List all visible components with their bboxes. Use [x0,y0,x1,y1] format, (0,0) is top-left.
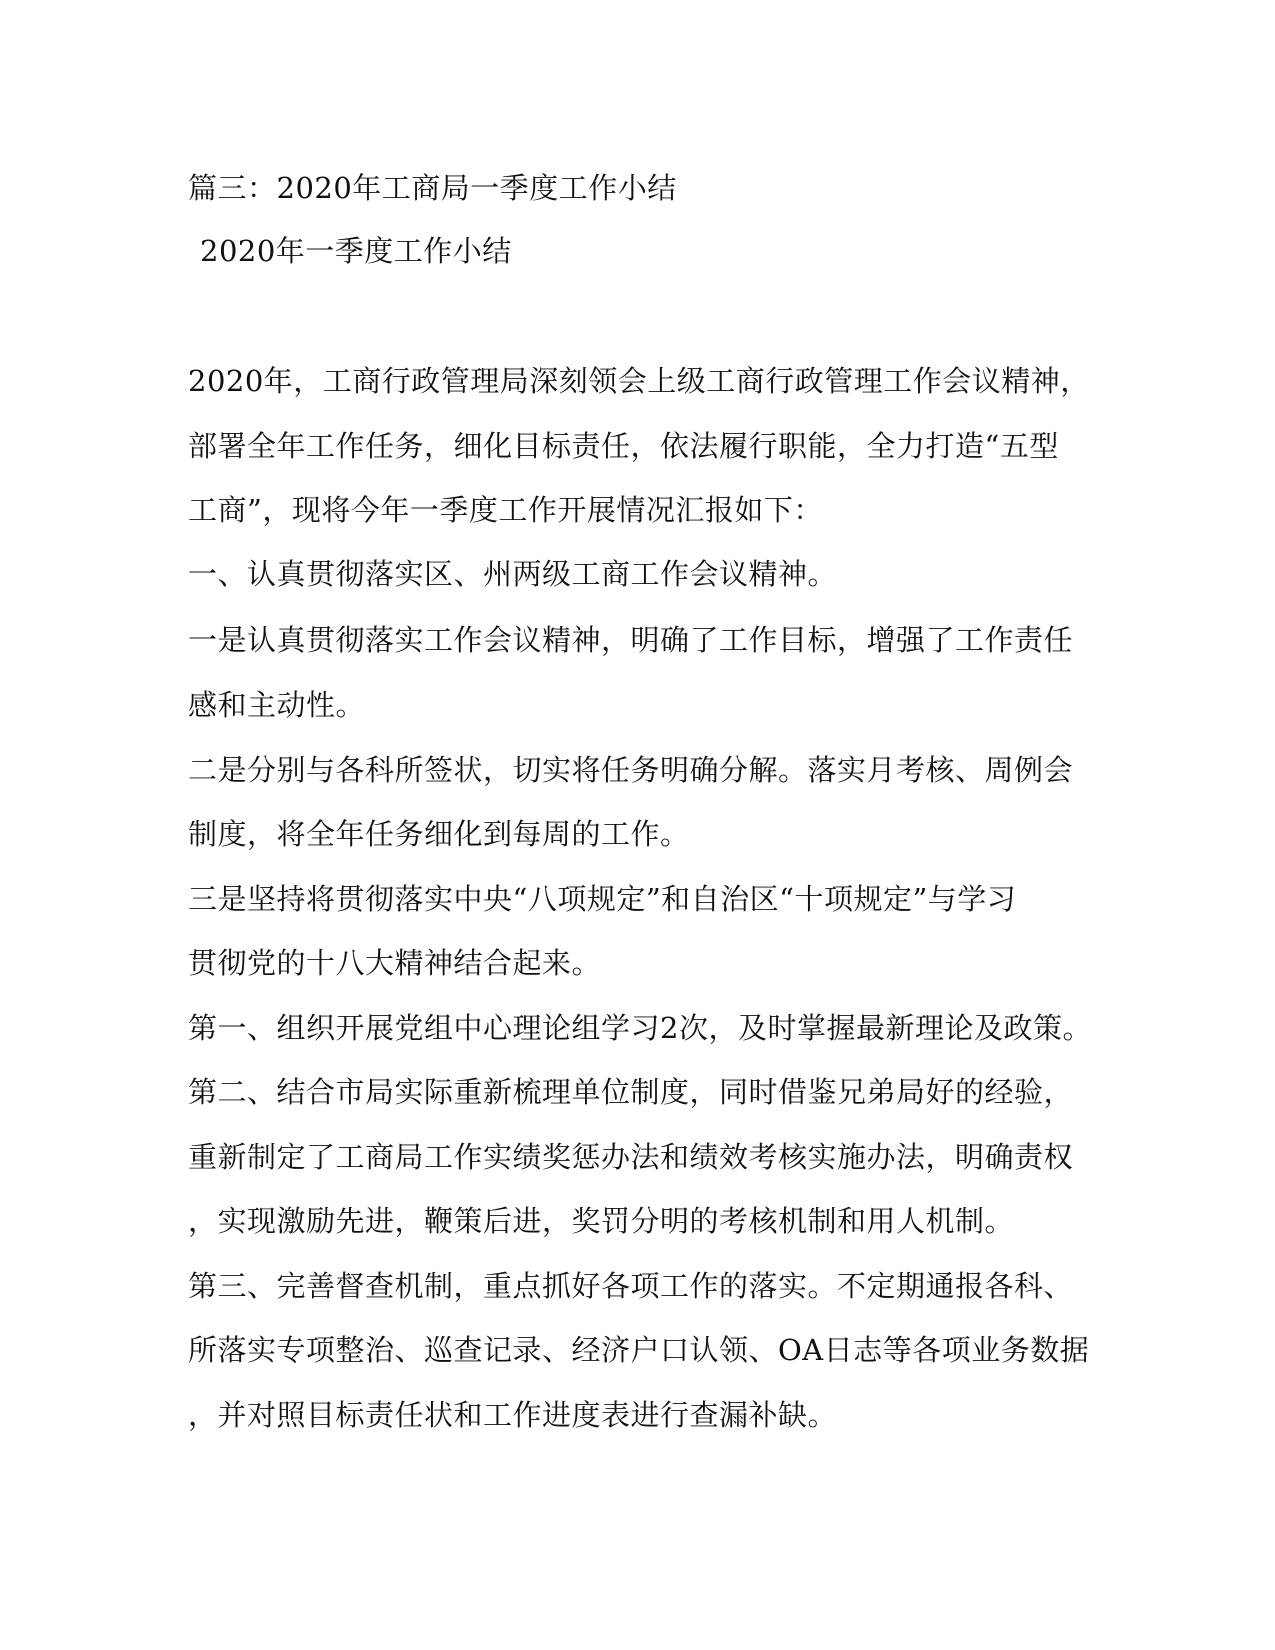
body-line: 工商”，现将今年一季度工作开展情况汇报如下： [188,493,823,527]
body-line: 第二、结合市局实际重新梳理单位制度，同时借鉴兄弟局好的经验， [188,1075,1074,1109]
body-line: 二是分别与各科所签状，切实将任务明确分解。落实月考核、周例会 [188,753,1074,787]
body-line: 重新制定了工商局工作实绩奖惩办法和绩效考核实施办法，明确责权 [188,1140,1074,1174]
body-line: 一是认真贯彻落实工作会议精神，明确了工作目标，增强了工作责任 [188,623,1074,657]
document-subtitle: 2020年一季度工作小结 [200,234,512,268]
body-line: 感和主动性。 [188,688,366,722]
body-line: 制度，将全年任务细化到每周的工作。 [188,817,690,851]
section-heading: 一、认真贯彻落实区、州两级工商工作会议精神。 [188,557,838,591]
body-line: ，实现激励先进，鞭策后进，奖罚分明的考核机制和用人机制。 [188,1204,1015,1238]
body-line: 部署全年工作任务，细化目标责任，依法履行职能，全力打造“五型 [188,429,1059,463]
body-line: 第一、组织开展党组中心理论组学习2次，及时掌握最新理论及政策。 [188,1011,1092,1045]
body-line: 第三、完善督查机制，重点抓好各项工作的落实。不定期通报各科、 [188,1269,1074,1303]
body-line: 贯彻党的十八大精神结合起来。 [188,946,602,980]
body-line: 所落实专项整治、巡查记录、经济户口认领、OA日志等各项业务数据 [188,1333,1090,1367]
body-line: 2020年，工商行政管理局深刻领会上级工商行政管理工作会议精神， [188,364,1090,398]
document-title: 篇三：2020年工商局一季度工作小结 [188,171,677,205]
body-line: ，并对照目标责任状和工作进度表进行查漏补缺。 [188,1398,838,1432]
body-line: 三是坚持将贯彻落实中央“八项规定”和自治区“十项规定”与学习 [188,882,1017,916]
